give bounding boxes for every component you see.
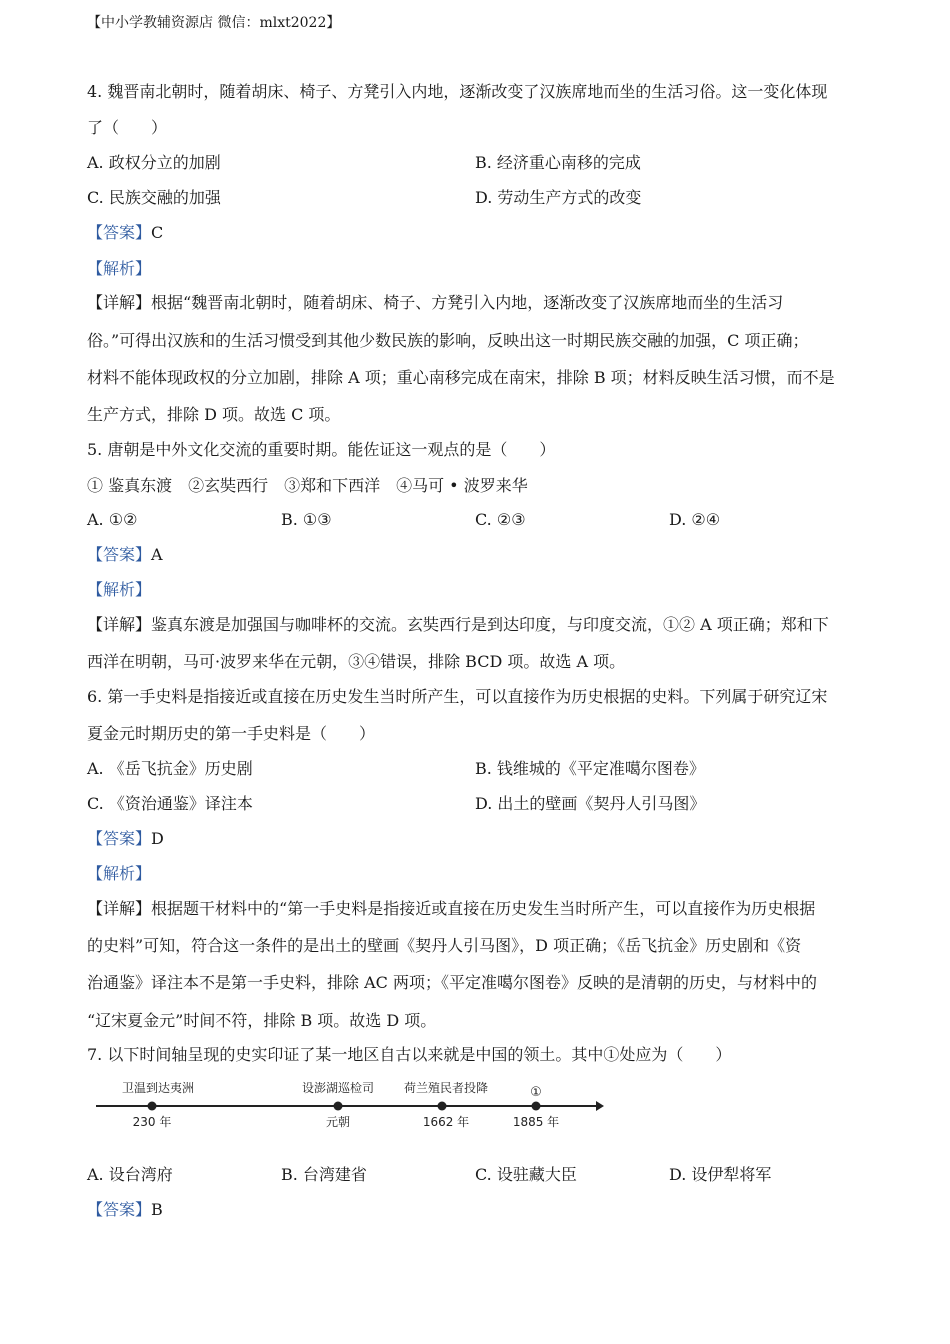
detail-label: 【详解】 <box>87 293 152 312</box>
q6-detail-line-1 <box>87 898 815 920</box>
q4-option-c: C. 民族交融的加强 <box>87 188 221 207</box>
q4-detail-line-2: 俗。”可得出汉族和的生活习惯受到其他少数民族的影响，反映出这一时期民族交融的加强，C 项正确； <box>87 331 809 350</box>
q4-answer: C <box>151 223 164 242</box>
q4-analysis-row <box>87 258 151 280</box>
timeline-event-label: 荷兰殖民者投降 <box>403 1081 489 1095</box>
q6-option-b: B. 钱维城的《平定准噶尔图卷》 <box>475 759 705 778</box>
detail-label: 【详解】 <box>87 615 152 634</box>
watermark-header: 【中小学教辅资源店 微信：mlxt2022】 <box>87 15 341 31</box>
q6-detail-line-3: 治通鉴》译注本不是第一手史料，排除 AC 两项；《平定准噶尔图卷》反映的是清朝的历史，与材料中的 <box>87 973 817 992</box>
q4-option-b: B. 经济重心南移的完成 <box>475 153 641 172</box>
timeline-arrow-icon <box>596 1101 604 1111</box>
q5-stem: 5. 唐朝是中外文化交流的重要时期。能佐证这一观点的是（ ） <box>87 440 556 459</box>
q7-answer: B <box>151 1200 163 1219</box>
q6-answer: D <box>151 829 164 848</box>
q4-detail-line-1 <box>87 292 783 314</box>
q6-stem-line-1: 6. 第一手史料是指接近或直接在历史发生当时所产生，可以直接作为历史根据的史料。下列属于研究辽宋 <box>87 687 828 706</box>
q6-option-c: C. 《资治通鉴》译注本 <box>87 794 253 813</box>
q7-option-b: B. 台湾建省 <box>281 1165 367 1184</box>
q6-option-d: D. 出土的壁画《契丹人引马图》 <box>475 794 706 813</box>
q7-stem: 7. 以下时间轴呈现的史实印证了某一地区自古以来就是中国的领土。其中①处应为（ ） <box>87 1045 732 1064</box>
q5-items: ① 鉴真东渡 ②玄奘西行 ③郑和下西洋 ④马可 • 波罗来华 <box>87 476 528 495</box>
q5-answer: A <box>151 545 163 564</box>
q7-option-c: C. 设驻藏大臣 <box>475 1165 577 1184</box>
timeline-dot <box>334 1102 343 1111</box>
q5-detail-text-1: 鉴真东渡是加强国与咖啡杯的交流。玄奘西行是到达印度，与印度交流，①② A 项正确；郑和下 <box>151 615 829 634</box>
q7-timeline <box>90 1076 620 1136</box>
q6-analysis-row <box>87 863 151 885</box>
analysis-label: 【解析】 <box>87 259 152 278</box>
q4-option-a: A. 政权分立的加剧 <box>87 153 221 172</box>
analysis-label: 【解析】 <box>87 580 152 599</box>
answer-label: 【答案】 <box>87 223 152 242</box>
q4-detail-line-3: 材料不能体现政权的分立加剧，排除 A 项；重心南移完成在南宋，排除 B 项；材料反映生活习惯，而不是 <box>87 368 835 387</box>
answer-label: 【答案】 <box>87 545 152 564</box>
timeline-date-label: 1885 年 <box>512 1115 560 1129</box>
q4-answer-row <box>87 222 163 244</box>
q5-detail-line-1 <box>87 614 829 636</box>
timeline-dot <box>438 1102 447 1111</box>
timeline-date-label: 元朝 <box>325 1115 351 1129</box>
timeline-dot <box>148 1102 157 1111</box>
q6-option-a: A. 《岳飞抗金》历史剧 <box>87 759 253 778</box>
timeline-event-label: 卫温到达夷洲 <box>121 1081 195 1095</box>
timeline-dot <box>532 1102 541 1111</box>
timeline-date-label: 1662 年 <box>422 1115 470 1129</box>
q5-detail-line-2: 西洋在明朝，马可·波罗来华在元朝，③④错误，排除 BCD 项。故选 A 项。 <box>87 652 626 671</box>
q5-answer-row <box>87 544 163 566</box>
timeline-date-label: 230 年 <box>132 1115 172 1129</box>
q7-option-d: D. 设伊犁将军 <box>669 1165 772 1184</box>
q4-detail-line-4: 生产方式，排除 D 项。故选 C 项。 <box>87 405 341 424</box>
q5-option-c: C. ②③ <box>475 510 526 529</box>
q5-option-d: D. ②④ <box>669 510 721 529</box>
q6-answer-row <box>87 828 164 850</box>
q6-stem-line-2: 夏金元时期历史的第一手史料是（ ） <box>87 724 376 743</box>
answer-label: 【答案】 <box>87 829 152 848</box>
q7-option-a: A. 设台湾府 <box>87 1165 173 1184</box>
q4-detail-text-1: 根据“魏晋南北朝时，随着胡床、椅子、方凳引入内地，逐渐改变了汉族席地而坐的生活习 <box>151 293 784 312</box>
q5-analysis-row <box>87 579 151 601</box>
timeline-event-label: ① <box>530 1085 542 1100</box>
q7-answer-row <box>87 1199 163 1221</box>
q6-detail-line-4: “辽宋夏金元”时间不符，排除 B 项。故选 D 项。 <box>87 1011 437 1030</box>
q6-detail-line-2: 的史料”可知，符合这一条件的是出土的壁画《契丹人引马图》，D 项正确；《岳飞抗金》历史剧和《资 <box>87 936 802 955</box>
answer-label: 【答案】 <box>87 1200 152 1219</box>
q5-option-a: A. ①② <box>87 510 138 529</box>
q5-option-b: B. ①③ <box>281 510 332 529</box>
analysis-label: 【解析】 <box>87 864 152 883</box>
detail-label: 【详解】 <box>87 899 152 918</box>
q4-option-d: D. 劳动生产方式的改变 <box>475 188 642 207</box>
q4-stem-line-1: 4. 魏晋南北朝时，随着胡床、椅子、方凳引入内地，逐渐改变了汉族席地而坐的生活习俗。这一变化体现 <box>87 82 828 101</box>
q4-stem-line-2: 了（ ） <box>87 118 168 137</box>
timeline-event-label: 设澎湖巡检司 <box>301 1081 375 1095</box>
q6-detail-text-1: 根据题干材料中的“第一手史料是指接近或直接在历史发生当时所产生，可以直接作为历史根据 <box>151 899 816 918</box>
